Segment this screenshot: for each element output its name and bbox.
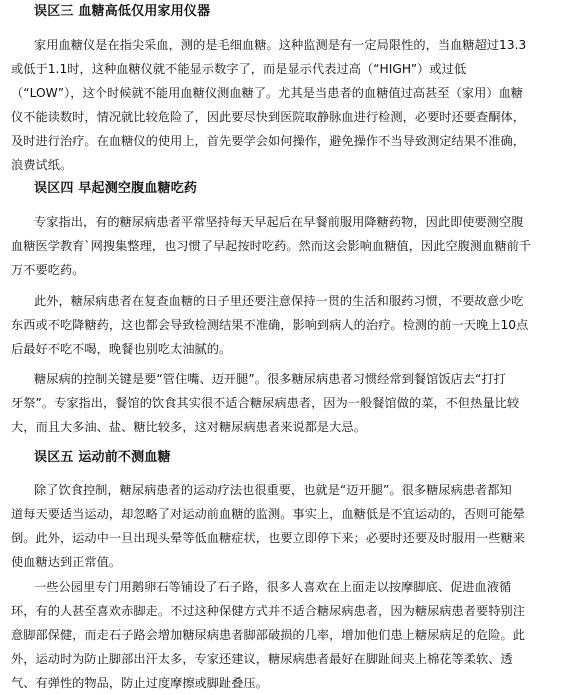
text-line: 大，而且大多油、盐、糖比较多，这对糖尿病患者来说都是大忌。 [11, 420, 366, 434]
text-line: （“LOW”），这个时候就不能用血糖仪测血糖了。尤其是当患者的血糖值过高甚至（家用）血糖 [11, 86, 524, 100]
text-line: 后最好不吃不喝，晚餐也别吃太油腻的。 [11, 342, 232, 356]
section-5-paragraph-2 [0, 575, 565, 695]
section-5-paragraph-1 [0, 478, 565, 574]
text-line: 环，有的人甚至喜欢赤脚走。不过这种保健方式并不适合糖尿病患者，因为糖尿病患者要特别注 [11, 604, 525, 618]
section-4-paragraph-3 [0, 367, 565, 439]
text-line: 气、有弹性的物品，防止过度摩擦或脚趾叠压。 [11, 676, 268, 690]
section-3-paragraph-1 [0, 33, 565, 177]
text-line: 浪费试纸。 [11, 158, 73, 172]
section-heading-3: 误区三 血糖高低仅用家用仪器 [34, 4, 211, 19]
text-line: 糖尿病的控制关键是要“管住嘴、迈开腿”。很多糖尿病患者习惯经常到餐馆饭店去“打打 [34, 372, 506, 386]
section-heading-5: 误区五 运动前不测血糖 [34, 450, 171, 465]
text-line: 血糖医学教育`网搜集整理，也习惯了早起按时吃药。然而这会影响血糖值，因此空腹测血糖前千 [11, 239, 532, 253]
section-4-paragraph-1 [0, 210, 565, 282]
text-line: 使血糖达到正常值。 [11, 555, 122, 569]
text-line: 仪不能读数时，情况就比较危险了，因此要尽快到医院取静脉血进行检测，必要时还要查酮体， [11, 110, 525, 124]
text-line: 倒。此外，运动中一旦出现头晕等低血糖症状，也要立即停下来；必要时还要及时服用一些糖来 [11, 531, 525, 545]
text-line: 意脚部保健，而走石子路会增加糖尿病患者脚部破损的几率，增加他们患上糖尿病足的危险。此 [11, 628, 525, 642]
text-line: 除了饮食控制，糖尿病患者的运动疗法也很重要，也就是“迈开腿”。很多糖尿病患者都知 [34, 483, 512, 497]
text-line: 外，运动时为防止脚部出汗太多，专家还建议，糖尿病患者最好在脚趾间夹上棉花等柔软、透 [11, 652, 513, 666]
section-heading-4: 误区四 早起测空腹血糖吃药 [34, 181, 198, 196]
text-line: 道每天要适当运动，却忽略了对运动前血糖的监测。事实上，血糖低是不宜运动的，否则可能晕 [11, 507, 525, 521]
text-line: 家用血糖仪是在指尖采血，测的是毛细血糖。这种监测是有一定局限性的，当血糖超过13.3 [34, 38, 527, 52]
text-line: 东西或不吃降糖药，这也都会导致检测结果不准确，影响到病人的治疗。检测的前一天晚上10点 [11, 318, 529, 332]
text-line: 专家指出，有的糖尿病患者平常坚持每天早起后在早餐前服用降糖药物，因此即使要测空腹 [34, 215, 524, 229]
text-line: 一些公园里专门用鹅卵石等铺设了石子路，很多人喜欢在上面走以按摩脚底、促进血液循 [34, 580, 512, 594]
section-4-paragraph-2 [0, 289, 565, 361]
text-line: 牙祭”。专家指出，餐馆的饮食其实很不适合糖尿病患者，因为一般餐馆做的菜，不但热量比较 [11, 396, 520, 410]
text-line: 或低于1.1时，这种血糖仪就不能显示数字了，而是显示代表过高（“HIGH”）或过低 [11, 62, 467, 76]
text-line: 此外，糖尿病患者在复查血糖的日子里还要注意保持一贯的生活和服药习惯，不要故意少吃 [34, 294, 524, 308]
text-line: 及时进行治疗。在血糖仪的使用上，首先要学会如何操作，避免操作不当导致测定结果不准确， [11, 134, 525, 148]
text-line: 万不要吃药。 [11, 263, 85, 277]
